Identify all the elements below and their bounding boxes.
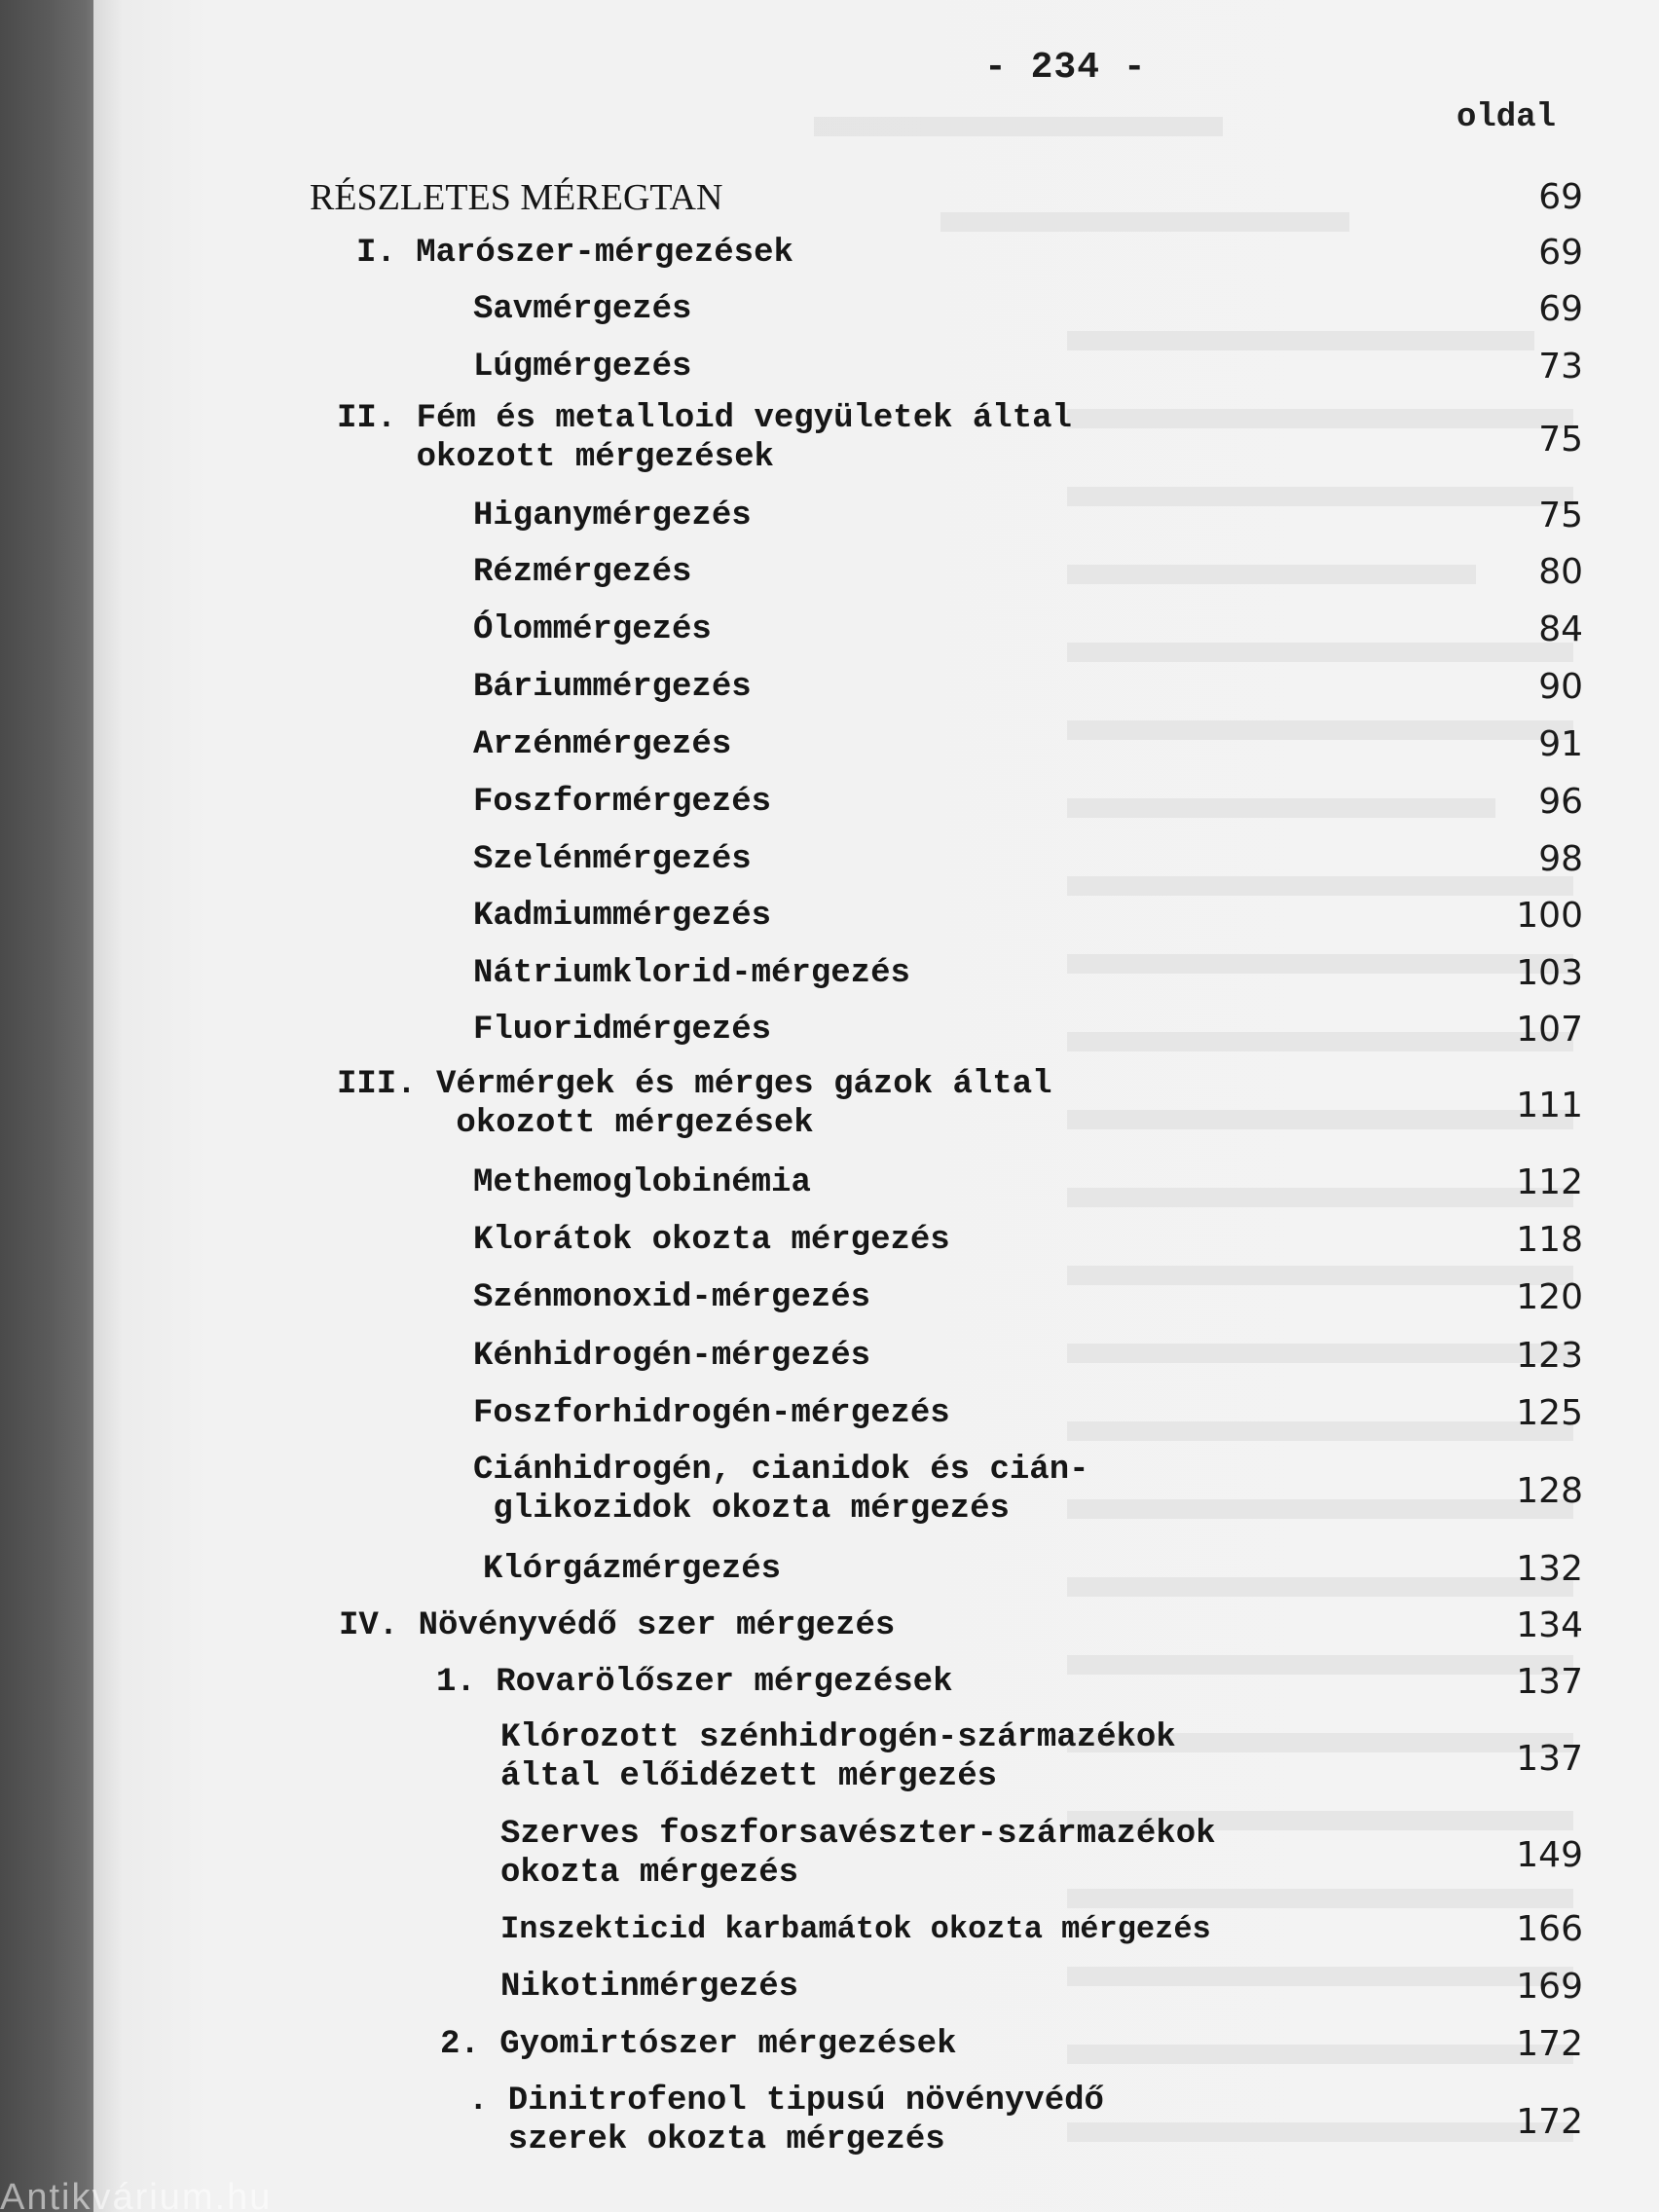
toc-entry-title: Klórgázmérgezés bbox=[483, 1551, 782, 1588]
toc-entry-page: 73 bbox=[1538, 347, 1583, 387]
toc-entry-title: II. Fém és metalloid vegyületek által okozott mérgezések bbox=[337, 400, 1072, 476]
toc-entry-page: 149 bbox=[1516, 1835, 1583, 1875]
toc-entry-page: 80 bbox=[1538, 552, 1583, 592]
toc-entry-title: Foszforhidrogén-mérgezés bbox=[473, 1395, 950, 1432]
toc-entry-title: Szelénmérgezés bbox=[473, 841, 752, 878]
toc-entry-title: RÉSZLETES MÉREGTAN bbox=[310, 177, 723, 218]
toc-entry-title: Inszekticid karbamátok okozta mérgezés bbox=[500, 1911, 1211, 1947]
toc-entry-title: III. Vérmérgek és mérges gázok által okozott mérgezések bbox=[337, 1066, 1052, 1142]
toc-entry-title: Savmérgezés bbox=[473, 291, 692, 328]
toc-entry-page: 118 bbox=[1516, 1220, 1583, 1260]
toc-entry-title: Arzénmérgezés bbox=[473, 726, 732, 763]
toc-entry-page: 137 bbox=[1516, 1739, 1583, 1779]
toc-entry-page: 137 bbox=[1516, 1662, 1583, 1702]
toc-entry-title: Ólommérgezés bbox=[473, 611, 712, 648]
toc-entry-title: Báriummérgezés bbox=[473, 669, 752, 706]
toc-entry-title: 1. Rovarölőszer mérgezések bbox=[436, 1664, 953, 1701]
toc-entry-page: 120 bbox=[1516, 1277, 1583, 1317]
toc-entry-title: Kénhidrogén-mérgezés bbox=[473, 1338, 871, 1375]
toc-entry-page: 75 bbox=[1538, 496, 1583, 535]
toc-entry-page: 166 bbox=[1516, 1909, 1583, 1949]
toc-entry-page: 169 bbox=[1516, 1967, 1583, 2007]
toc-entry-page: 103 bbox=[1516, 953, 1583, 993]
toc-entry-page: 123 bbox=[1516, 1336, 1583, 1376]
page-number: - 234 - bbox=[984, 47, 1147, 89]
toc-entry-page: 75 bbox=[1538, 420, 1583, 460]
toc-entry-title: Higanymérgezés bbox=[473, 498, 752, 535]
book-spine-shadow bbox=[0, 0, 107, 2212]
toc-entry-title: Szénmonoxid-mérgezés bbox=[473, 1279, 871, 1316]
toc-entry-title: Foszformérgezés bbox=[473, 784, 772, 821]
toc-entry-page: 100 bbox=[1516, 896, 1583, 936]
toc-entry-page: 112 bbox=[1516, 1162, 1583, 1202]
toc-entry-page: 134 bbox=[1516, 1605, 1583, 1645]
toc-entry-page: 172 bbox=[1516, 2102, 1583, 2142]
toc-entry-page: 69 bbox=[1538, 177, 1583, 217]
toc-entry-title: Kadmiummérgezés bbox=[473, 898, 772, 935]
toc-entry-page: 128 bbox=[1516, 1471, 1583, 1511]
toc-entry-title: Rézmérgezés bbox=[473, 554, 692, 591]
toc-entry-page: 107 bbox=[1516, 1010, 1583, 1050]
toc-entry-title: Klorátok okozta mérgezés bbox=[473, 1222, 950, 1259]
toc-entry-page: 96 bbox=[1538, 782, 1583, 822]
toc-entry-page: 132 bbox=[1516, 1549, 1583, 1589]
toc-entry-title: Klórozott szénhidrogén-származékok által előidézett mérgezés bbox=[500, 1719, 1176, 1795]
toc-entry-title: I. Marószer-mérgezések bbox=[356, 235, 793, 272]
toc-entry-title: IV. Növényvédő szer mérgezés bbox=[339, 1607, 896, 1644]
toc-entry-title: Methemoglobinémia bbox=[473, 1164, 811, 1201]
toc-entry-page: 98 bbox=[1538, 839, 1583, 879]
toc-entry-title: Lúgmérgezés bbox=[473, 349, 692, 386]
toc-entry-page: 125 bbox=[1516, 1393, 1583, 1433]
page-column-header: oldal bbox=[1456, 99, 1557, 136]
toc-entry-title: Fluoridmérgezés bbox=[473, 1012, 772, 1049]
toc-entry-title: . Dinitrofenol tipusú növényvédő szerek okozta mérgezés bbox=[468, 2083, 1104, 2158]
toc-entry-title: Ciánhidrogén, cianidok és cián- glikozidok okozta mérgezés bbox=[473, 1452, 1089, 1528]
toc-entry-title: Szerves foszforsavészter-származékok okozta mérgezés bbox=[500, 1816, 1216, 1892]
toc-entry-title: Nátriumklorid-mérgezés bbox=[473, 955, 910, 992]
toc-entry-title: 2. Gyomirtószer mérgezések bbox=[440, 2026, 957, 2063]
toc-entry-page: 172 bbox=[1516, 2024, 1583, 2064]
document-page bbox=[93, 0, 1659, 2212]
watermark-text: Antikvárium.hu bbox=[0, 2177, 273, 2212]
toc-entry-page: 84 bbox=[1538, 609, 1583, 649]
toc-entry-page: 69 bbox=[1538, 289, 1583, 329]
toc-entry-title: Nikotinmérgezés bbox=[500, 1969, 799, 2006]
toc-entry-page: 111 bbox=[1516, 1086, 1583, 1125]
toc-entry-page: 90 bbox=[1538, 667, 1583, 707]
toc-entry-page: 91 bbox=[1538, 724, 1583, 764]
toc-entry-page: 69 bbox=[1538, 233, 1583, 273]
